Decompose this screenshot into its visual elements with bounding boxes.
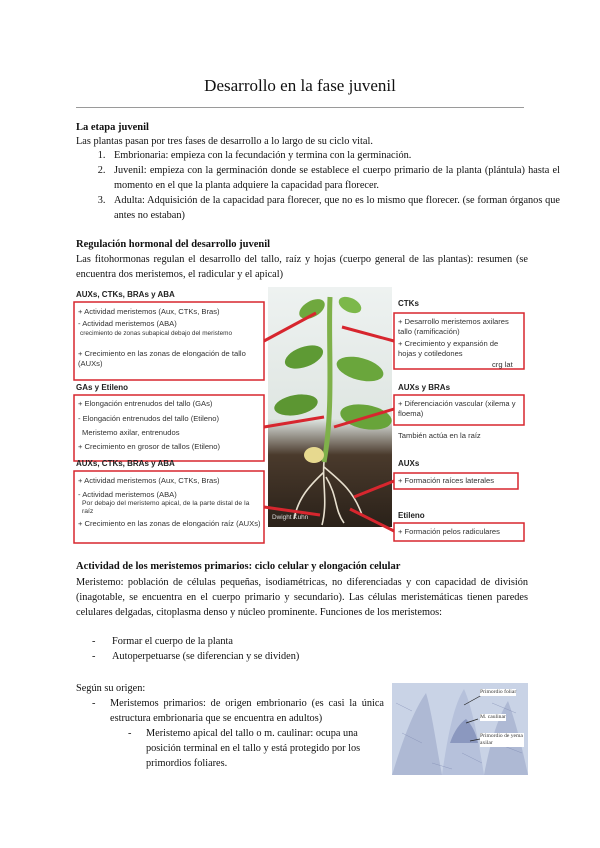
- group-line: + Desarrollo meristemos axilares tallo (ramificación): [398, 317, 509, 336]
- micro-label: Primordio de yema axilar: [480, 733, 523, 746]
- origin-subitem: - Meristemo apical del tallo o m. caulinar: ocupa una posición terminal en el tallo y está protegido por los primordios foliares.: [128, 726, 386, 771]
- line-text: - Actividad meristemos (ABA): [78, 319, 177, 328]
- group-line: + Formación pelos radiculares: [398, 527, 500, 536]
- section-text-meristemo: Meristemo: población de células pequeñas, isodiamétricas, no diferenciadas y con capacidad de división (inagotable, se encuentra en el cuerpo primario y secundario). Las células meristemáticas tienen paredes celulares delgadas, citoplasma denso y núcleo prominente. Funciones de los meristemos:: [76, 577, 528, 618]
- phase-item-adulta: 3. Adulta: Adquisición de la capacidad para florecer, que no es lo mismo que florecer. (se forman órganos que antes no estaban): [108, 193, 560, 223]
- group-line: [78, 319, 262, 329]
- group-header: AUXs, CTKs, BRAs y ABA: [76, 290, 175, 299]
- group-line: + Crecimiento en grosor de tallos (Etileno): [78, 442, 221, 451]
- section-heading-meristemos: Actividad de los meristemos primarios: ciclo celular y elongación celular: [76, 561, 401, 572]
- group-line: + Formación raíces laterales: [398, 476, 495, 485]
- group-line: + Elongación entrenudos del tallo (GAs): [78, 399, 213, 408]
- group-line: + Crecimiento en las zonas de elongación raíz (AUXs): [78, 519, 261, 528]
- origin-subitem-text: Meristemo apical del tallo o m. caulinar: ocupa una posición terminal en el tallo y está protegido por los primordios foliares.: [146, 728, 361, 769]
- group-line-note: crg lat: [492, 360, 513, 369]
- line-text: + Actividad meristemos (Aux, CTKs, Bras): [78, 307, 220, 316]
- group-header: GAs y Etileno: [76, 383, 129, 392]
- function-item: - Autoperpetuarse (se diferencian y se dividen): [76, 649, 528, 664]
- origin-item: - Meristemos primarios: de origen embrionario (es casi la única estructura embrionaria que se encuentra en adultos): [92, 698, 384, 724]
- photo-credit: Dwight Kuhn: [272, 514, 309, 521]
- origin-item-text: Meristemos primarios: de origen embrionario (es casi la única estructura embrionaria que se encuentra en adultos): [110, 698, 384, 724]
- phase-item-juvenil: 2. Juvenil: empieza con la germinación donde se establece el cuerpo primario de la planta (plántula) hasta el momento en el que la planta adquiere la capacidad para florecer.: [108, 163, 560, 193]
- section-heading-etapa-juvenil: La etapa juvenil: [76, 122, 149, 133]
- group-header: CTKs: [398, 299, 419, 308]
- page-title: Desarrollo en la fase juvenil: [204, 76, 396, 95]
- group-line: Meristemo axilar, entrenudos: [82, 428, 180, 437]
- group-line: [78, 349, 262, 369]
- group-header: AUXs y BRAs: [398, 383, 451, 392]
- line-text: + Crecimiento en las zonas de elongación de tallo (AUXs): [78, 349, 246, 368]
- section-heading-regulacion: Regulación hormonal del desarrollo juvenil: [76, 239, 271, 250]
- functions-list: [76, 634, 528, 664]
- phase-item-embrionaria: 1. Embrionaria: empieza con la fecundación y termina con la germinación.: [108, 148, 560, 163]
- function-item: - Formar el cuerpo de la planta: [76, 634, 528, 649]
- title-divider: [76, 107, 524, 108]
- meristem-micrograph: [392, 683, 528, 775]
- group-line-small: crecimiento de zonas subapical debajo del meristemo: [80, 330, 233, 337]
- group-line-small: Por debajo del meristemo apical, de la parte distal de la raíz: [82, 500, 250, 515]
- group-line: + Diferenciación vascular (xilema y floema): [398, 399, 516, 418]
- micrograph-image: [392, 683, 528, 775]
- origin-intro: Según su origen:: [76, 683, 146, 694]
- group-header: AUXs: [398, 459, 420, 468]
- group-line: + Actividad meristemos (Aux, CTKs, Bras): [78, 476, 220, 485]
- group-line-note: También actúa en la raíz: [398, 431, 481, 440]
- group-header: AUXs, CTKs, BRAs y ABA: [76, 459, 175, 468]
- hormone-figure: [72, 287, 528, 545]
- group-line: [78, 307, 262, 317]
- micro-label: Primordio foliar: [480, 689, 517, 695]
- group-line: - Actividad meristemos (ABA): [78, 490, 177, 499]
- section-text-regulacion: Las fitohormonas regulan el desarrollo del tallo, raíz y hojas (cuerpo general de las plantas): resumen (se encuentra dos meristemos, el radicular y el apical): [76, 254, 528, 280]
- section-intro: Las plantas pasan por tres fases de desarrollo a lo largo de su ciclo vital.: [76, 136, 373, 147]
- group-line: + Crecimiento y expansión de hojas y cotiledones: [398, 339, 499, 358]
- phases-list: [76, 148, 560, 223]
- group-header: Etileno: [398, 511, 425, 520]
- group-line: - Elongación entrenudos del tallo (Etileno): [78, 414, 219, 423]
- seed-icon: [304, 447, 324, 463]
- micro-label: M. caulinar: [480, 714, 506, 720]
